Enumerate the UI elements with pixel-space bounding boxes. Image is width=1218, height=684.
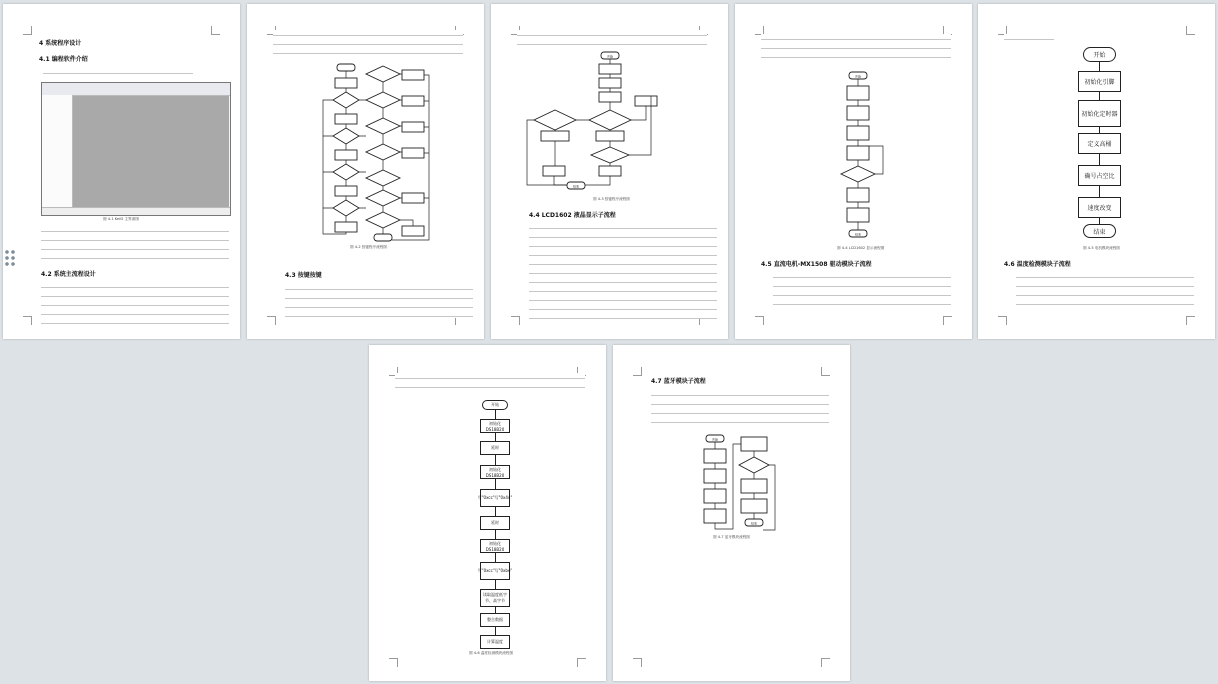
fc-init-timer: 初始化定时器 [1078, 100, 1121, 127]
body-text [1004, 34, 1054, 42]
fc-start: 开始 [606, 54, 614, 59]
figure-caption: 图 4-1 Keil5 主界面图 [103, 217, 139, 221]
fc-define-high: 定义高桶 [1078, 133, 1121, 154]
fc-init-ds18b20-3: 初始化DS18B20 [480, 539, 510, 553]
page-6 [369, 345, 606, 681]
fc-end: 结束 [750, 521, 758, 526]
fc-delay-2: 延时 [480, 516, 510, 530]
body-text [43, 68, 193, 78]
fc-calc-temp: 计算温度 [480, 635, 510, 649]
figure-caption: 图 4-6 温度检测模块流程图 [469, 651, 514, 655]
figure-caption: 图 4-3 按键程序流程图 [593, 197, 630, 201]
body-text [529, 223, 717, 319]
heading-system-program-design: 4 系统程序设计 [39, 40, 82, 47]
fc-write-cc-be: 写"0xcc"写"0xbe" [480, 562, 510, 580]
fc-start: 开始 [1083, 47, 1116, 62]
fc-write-cc-44: 写"0xcc"写"0x44" [480, 489, 510, 507]
fc-read-bytes: 读取温度低字节、高字节 [480, 589, 510, 607]
fc-init-ds18b20-2: 初始化DS18B20 [480, 465, 510, 479]
fc-delay: 延时 [480, 441, 510, 455]
page-2 [247, 4, 484, 339]
heading-main-flow: 4.2 系统主流程设计 [41, 271, 96, 278]
body-text [41, 226, 229, 264]
body-text [41, 282, 229, 330]
fc-start: 开始 [711, 437, 719, 442]
body-text [285, 284, 473, 318]
figure-caption: 图 4-4 LCD1602 显示流程图 [837, 246, 885, 250]
body-text [773, 272, 951, 308]
heading-motor-driver: 4.5 直流电机-MX1508 驱动模块子流程 [761, 261, 872, 268]
page-5 [978, 4, 1215, 339]
page-1 [3, 4, 240, 339]
fc-merge-data: 整合数据 [480, 613, 510, 627]
figure-caption: 图 4-5 电机模块流程图 [1083, 246, 1120, 250]
heading-key-press: 4.3 按键按键 [285, 272, 322, 279]
page-4 [735, 4, 972, 339]
fc-speed-change: 速度改变 [1078, 197, 1121, 218]
heading-lcd1602: 4.4 LCD1602 液晶显示子流程 [529, 212, 616, 219]
heading-bluetooth: 4.7 蓝牙模块子流程 [651, 378, 706, 385]
fc-end: 结束 [1083, 224, 1116, 238]
fc-end: 结束 [854, 232, 862, 237]
page-3 [491, 4, 728, 339]
body-text [395, 373, 585, 391]
fc-start: 开始 [854, 74, 862, 79]
keil-screenshot [41, 82, 231, 216]
page-7 [613, 345, 850, 681]
body-text [1016, 272, 1194, 308]
fc-start: 开始 [482, 400, 508, 410]
fc-init-pins: 初始化引脚 [1078, 71, 1121, 92]
flowchart-bluetooth [613, 345, 850, 681]
figure-caption: 图 4-2 按键程序流程图 [350, 245, 387, 249]
figure-caption: 图 4-7 蓝牙模块流程图 [713, 535, 750, 539]
fc-duty-cycle: 确号占空比 [1078, 165, 1121, 186]
fc-end: 结束 [572, 184, 580, 189]
heading-temperature: 4.6 温度检测模块子流程 [1004, 261, 1071, 268]
drag-handle-icon[interactable] [4, 249, 16, 267]
heading-software-intro: 4.1 编程软件介绍 [39, 56, 88, 63]
fc-init-ds18b20: 初始化DS18B20 [480, 419, 510, 433]
